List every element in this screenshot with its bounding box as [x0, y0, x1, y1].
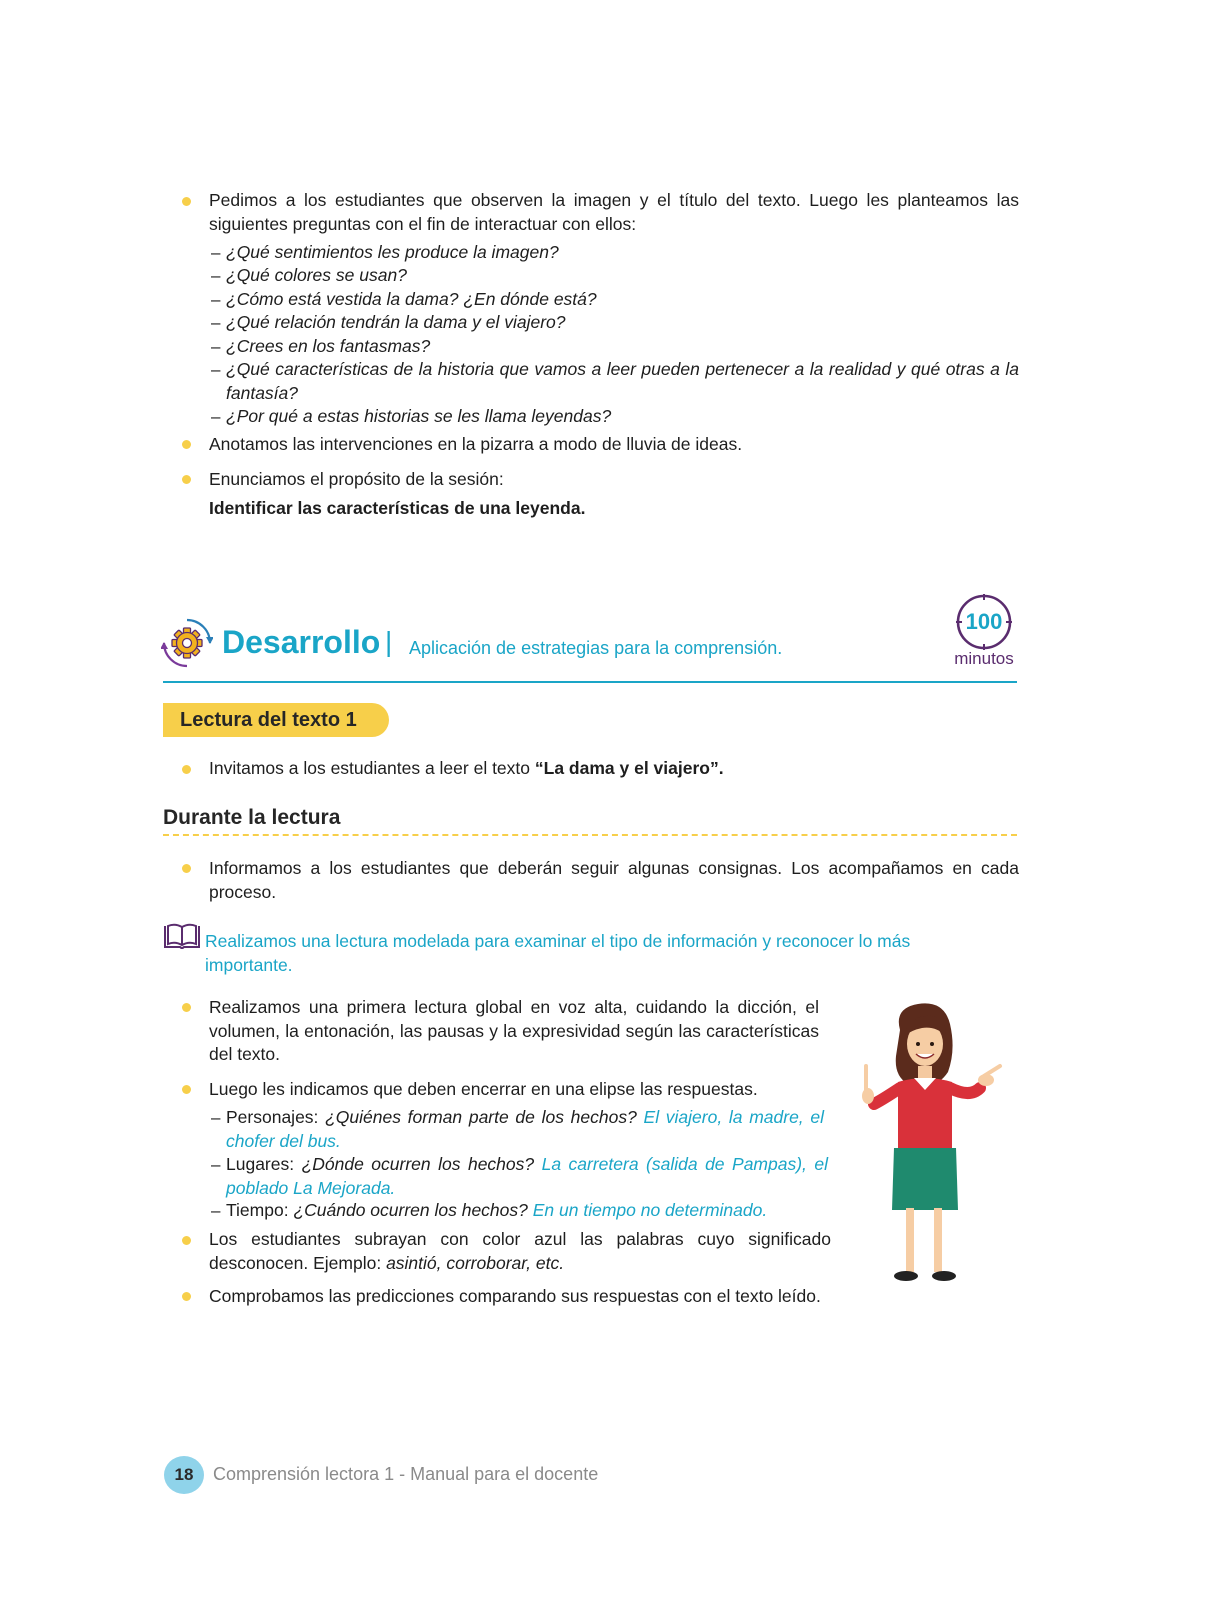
during-bullet-1: Informamos a los estudiantes que deberán seguir algunas consignas. Los acompañamos en cada proceso. [209, 858, 1019, 902]
places-item [226, 1153, 828, 1200]
reading-tag-label: Lectura del texto 1 [180, 709, 357, 731]
book-icon [163, 923, 201, 951]
intro-bullet-1: Pedimos a los estudiantes que observen la imagen y el título del texto. Luego les planteamos las siguientes preguntas con el fin de interactuar con ellos: [209, 190, 1019, 234]
gear-icon [161, 617, 213, 669]
timer-value: 100 [965, 609, 1003, 634]
during-bullet-5: Comprobamos las predicciones comparando sus respuestas con el texto leído. [209, 1286, 821, 1306]
dash: – [211, 1108, 221, 1127]
item-label: Tiempo: [226, 1200, 294, 1220]
during-bullet-3: Luego les indicamos que deben encerrar en una elipse las respuestas. [209, 1079, 758, 1099]
question-item: ¿Qué relación tendrán la dama y el viajero? [226, 312, 566, 332]
dash: – [211, 1155, 221, 1174]
session-purpose: Identificar las características de una leyenda. [209, 498, 586, 518]
dash: – [211, 1201, 221, 1220]
section-rule [163, 681, 1017, 683]
bullet-dot [182, 197, 191, 206]
item-answer: En un tiempo no determinado. [532, 1200, 768, 1220]
question-item: ¿Qué colores se usan? [226, 265, 407, 285]
dash: – [211, 407, 221, 426]
item-label: Lugares: [226, 1154, 302, 1174]
question-item: ¿Qué sentimientos les produce la imagen? [226, 242, 559, 262]
title-divider: | [385, 626, 393, 657]
item-answer: La carretera (salida de Pampas), el poblado La Mejorada. [226, 1154, 828, 1198]
bullet-dot [182, 475, 191, 484]
question-item: ¿Cómo está vestida la dama? ¿En dónde está? [226, 289, 597, 309]
section-subtitle: Aplicación de estrategias para la comprensión. [409, 638, 783, 658]
example-words: asintió, corroborar, etc. [386, 1252, 565, 1273]
characters-item [226, 1106, 824, 1153]
section-title: Desarrollo [222, 624, 381, 660]
bullet-dot [182, 765, 191, 774]
during-bullet-2: Realizamos una primera lectura global en voz alta, cuidando la dicción, el volumen, la entonación, las pausas y la expresividad según las características del texto. [209, 997, 819, 1064]
item-label: Personajes: [226, 1107, 326, 1127]
timer-unit: minutos [954, 649, 1014, 668]
dash: – [211, 243, 221, 262]
dash: – [211, 266, 221, 285]
dash: – [211, 337, 221, 356]
teacher-illustration [852, 1000, 1008, 1285]
intro-bullet-2: Anotamos las intervenciones en la pizarra a modo de lluvia de ideas. [209, 434, 743, 454]
intro-bullet-3: Enunciamos el propósito de la sesión: [209, 469, 504, 489]
bullet-dot [182, 1085, 191, 1094]
question-item: ¿Por qué a estas historias se les llama leyendas? [226, 406, 612, 426]
reading-bullet-text: Invitamos a los estudiantes a leer el texto [209, 758, 535, 778]
item-question: ¿Quiénes forman parte de los hechos? [325, 1107, 644, 1127]
bullet-dot [182, 1292, 191, 1301]
dashed-rule [163, 834, 1017, 836]
bullet-text: Los estudiantes subrayan con color azul las palabras cuyo significado desconocen. Ejemplo: [209, 1229, 831, 1273]
dash: – [211, 360, 221, 379]
footer-title: Comprensión lectora 1 - Manual para el docente [213, 1464, 599, 1484]
question-item: ¿Crees en los fantasmas? [226, 336, 431, 356]
during-heading: Durante la lectura [163, 806, 341, 829]
question-item: ¿Qué características de la historia que vamos a leer pueden pertenecer a la realidad y qué otras a la fantasía? [226, 359, 1019, 403]
bullet-dot [182, 1003, 191, 1012]
page-number: 18 [174, 1465, 194, 1484]
item-question: ¿Dónde ocurren los hechos? [301, 1154, 542, 1174]
reading-bullet [209, 757, 724, 781]
dash: – [211, 290, 221, 309]
text-title: “La dama y el viajero”. [534, 758, 724, 778]
item-answer: El viajero, la madre, el chofer del bus. [226, 1107, 824, 1151]
dash: – [211, 313, 221, 332]
during-bullet-4 [209, 1228, 831, 1275]
modeled-reading-note: Realizamos una lectura modelada para examinar el tipo de información y reconocer lo más importante. [205, 931, 911, 975]
item-question: ¿Cuándo ocurren los hechos? [293, 1200, 533, 1220]
bullet-dot [182, 864, 191, 873]
bullet-dot [182, 1236, 191, 1245]
bullet-dot [182, 440, 191, 449]
time-item [226, 1199, 767, 1223]
